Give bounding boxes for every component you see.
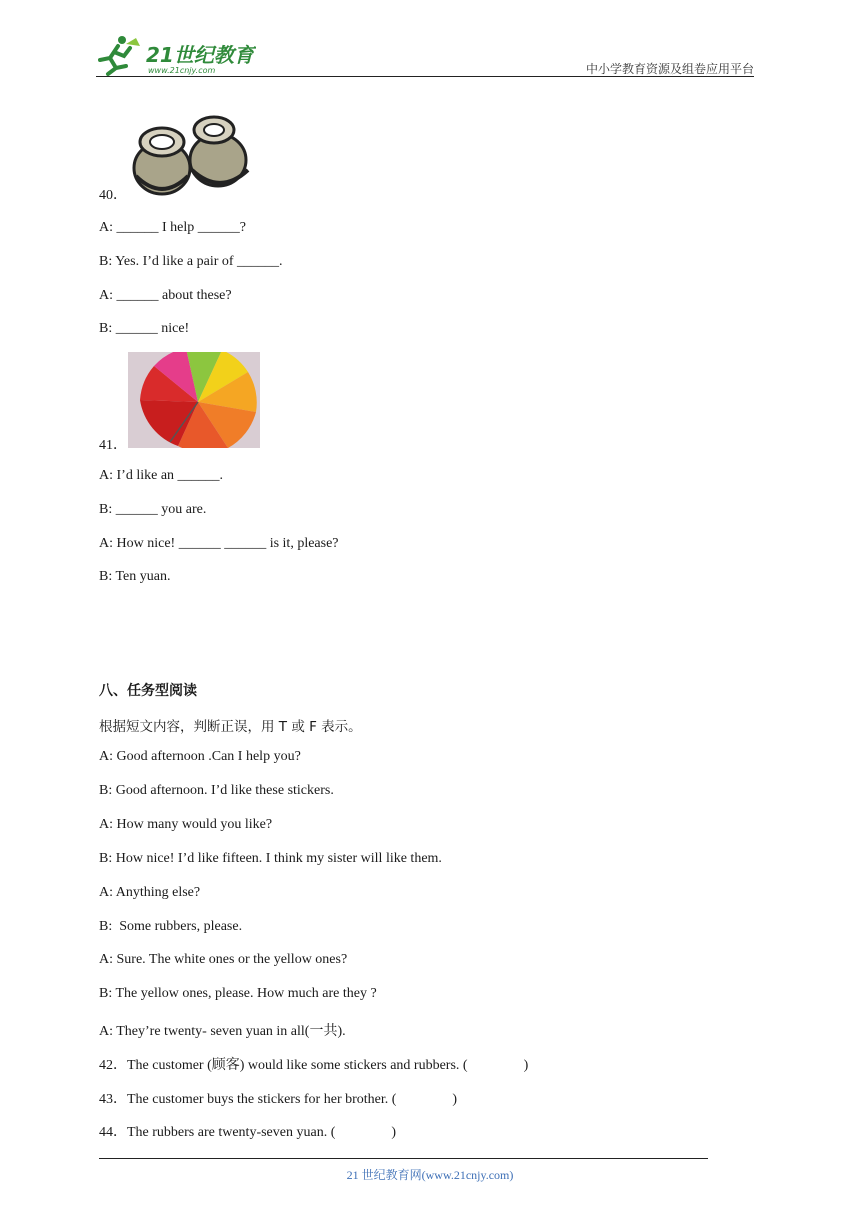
q40-line-2: B: Yes. I’d like a pair of ______. (99, 254, 283, 269)
footer-divider (99, 1158, 708, 1159)
q41-line-2: B: ______ you are. (99, 502, 207, 517)
question-number-40: 40． (99, 188, 127, 203)
dialogue-line: B: How nice! I’d like fifteen. I think my sister will like them. (99, 851, 442, 866)
section-instruction: 根据短文内容，判断正误，用 T 或 F 表示。 (99, 719, 362, 735)
question-42: 42．The customer (顾客) would like some stickers and rubbers. ( ) (99, 1058, 529, 1073)
question-43: 43．The customer buys the stickers for her brother. ( ) (99, 1092, 458, 1107)
svg-text:21世纪教育: 21世纪教育 (146, 43, 254, 67)
dialogue-line: A: They’re twenty- seven yuan in all(一共). (99, 1024, 346, 1039)
umbrella-image (128, 352, 260, 448)
q40-line-3: A: ______ about these? (99, 288, 232, 303)
header-platform-text: 中小学教育资源及组卷应用平台 (585, 62, 754, 76)
q41-line-3: A: How nice! ______ ______ is it, please? (99, 536, 339, 551)
section-title: 八、任务型阅读 (99, 683, 197, 699)
dialogue-line: B: Good afternoon. I’d like these stickers. (99, 783, 334, 798)
svg-text:www.21cnjy.com: www.21cnjy.com (148, 66, 216, 75)
q40-line-4: B: ______ nice! (99, 321, 190, 336)
site-logo (96, 34, 256, 76)
dialogue-line: B: The yellow ones, please. How much are they ? (99, 986, 377, 1001)
footer-link[interactable]: 21 世纪教育网(www.21cnjy.com) (346, 1168, 514, 1182)
dialogue-line: B: Some rubbers, please. (99, 919, 243, 934)
dialogue-line: A: Good afternoon .Can I help you? (99, 749, 301, 764)
q40-line-1: A: ______ I help ______? (99, 220, 246, 235)
header-divider (96, 76, 754, 77)
shoes-image (128, 112, 254, 198)
q41-line-4: B: Ten yuan. (99, 569, 171, 584)
dialogue-line: A: Anything else? (99, 885, 201, 900)
q41-line-1: A: I’d like an ______. (99, 468, 224, 483)
question-number-41: 41． (99, 438, 127, 453)
dialogue-line: A: Sure. The white ones or the yellow ones? (99, 952, 348, 967)
question-44: 44．The rubbers are twenty-seven yuan. ( ) (99, 1125, 397, 1140)
dialogue-line: A: How many would you like? (99, 817, 273, 832)
